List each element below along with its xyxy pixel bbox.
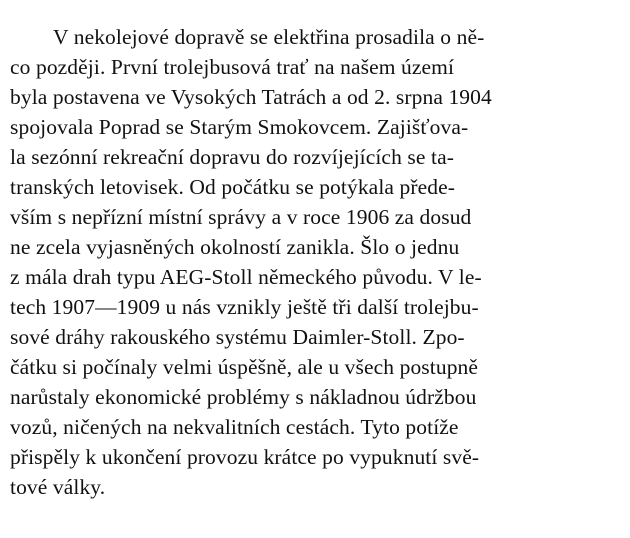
text-line: z mála drah typu AEG-Stoll německého původu. V le- [10, 265, 482, 289]
text-line: byla postavena ve Vysokých Tatrách a od 2. srpna 1904 [10, 85, 492, 109]
text-line: tech 1907—1909 u nás vznikly ještě tři další trolejbu- [10, 295, 479, 319]
text-line: vším s nepřízní místní správy a v roce 1906 za dosud [10, 205, 472, 229]
text-line: spojovala Poprad se Starým Smokovcem. Zajišťova- [10, 115, 469, 139]
text-line: tové války. [10, 475, 106, 499]
text-line: čátku si počínaly velmi úspěšně, ale u všech postupně [10, 355, 479, 379]
text-line: narůstaly ekonomické problémy s nákladnou údržbou [10, 385, 477, 409]
text-line: vozů, ničených na nekvalitních cestách. Tyto potíže [10, 415, 459, 439]
text-line: ne zcela vyjasněných okolností zanikla. Šlo o jednu [10, 235, 460, 259]
text-line: V nekolejové dopravě se elektřina prosadila o ně- [53, 25, 485, 49]
text-line: co později. První trolejbusová trať na našem území [10, 55, 455, 79]
text-line: přispěly k ukončení provozu krátce po vypuknutí svě- [10, 445, 480, 469]
text-line: sové dráhy rakouského systému Daimler-Stoll. Zpo- [10, 325, 465, 349]
text-line: tranských letovisek. Od počátku se potýkala přede- [10, 175, 456, 199]
text-line: la sezónní rekreační dopravu do rozvíjejících se ta- [10, 145, 454, 169]
